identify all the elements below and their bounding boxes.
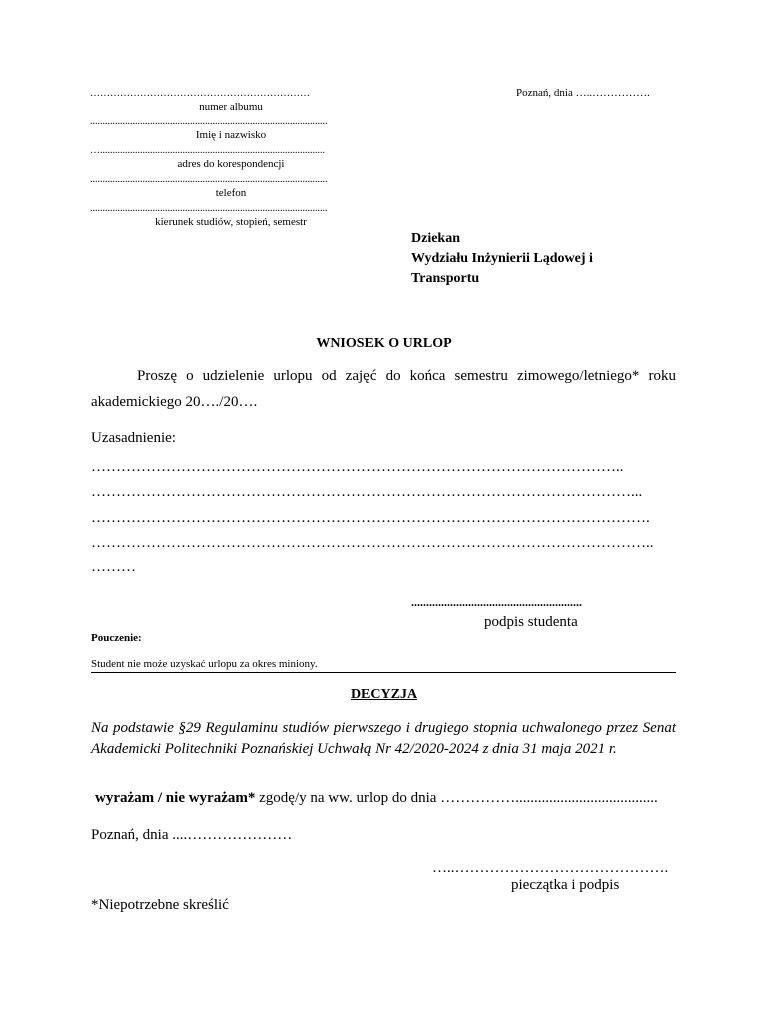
notice-heading: Pouczenie: — [91, 632, 142, 644]
stamp-signature-label: pieczątka i podpis — [511, 877, 620, 893]
study-program-dots[interactable]: ............................................................................................... — [90, 203, 328, 214]
phone-dots[interactable]: ............................................................................................... — [90, 174, 328, 185]
addressee-faculty-line2: Transportu — [411, 271, 480, 286]
decision-place-date[interactable]: Poznań, dnia ....………………… — [91, 827, 293, 843]
place-date-top[interactable]: Poznań, dnia …..……………. — [516, 87, 650, 99]
decision-legal-basis: Na podstawie §29 Regulaminu studiów pierwszego i drugiego stopnia uchwalonego przez Senat Akademicki Politechniki Poznańskiej Uchwałą Nr 42/2020-2024 z dnia 31 maja 2021 r. — [91, 720, 676, 757]
notice-text: Student nie może uzyskać urlopu za okres miniony. — [91, 658, 318, 670]
phone-label: telefon — [215, 187, 247, 199]
decision-title: DECYZJA — [350, 687, 418, 702]
justification-line[interactable]: ………………………………………………………………………………………………... — [91, 484, 643, 500]
justification-line[interactable]: ……… — [91, 559, 136, 575]
address-dots[interactable]: ….......................................................................................... — [90, 145, 325, 156]
album-number-dots[interactable]: ………………………………………………………… — [90, 88, 310, 99]
justification-line[interactable]: …………………………………………………………………………………………………. — [91, 510, 650, 526]
footnote: *Niepotrzebne skreślić — [91, 897, 229, 913]
request-line1: Proszę o udzielenie urlopu od zajęć do końca semestru zimowego/letniego* roku — [137, 368, 676, 384]
student-signature-dots[interactable]: ......................................................... — [411, 595, 582, 609]
request-line2[interactable]: akademickiego 20…./20…. — [91, 394, 258, 410]
full-name-dots[interactable]: ............................................................................................... — [90, 116, 328, 127]
full-name-label: Imię i nazwisko — [195, 129, 267, 141]
addressee-faculty-line1: Wydziału Inżynierii Lądowej i — [411, 251, 593, 266]
stamp-signature-dots[interactable]: …..……………………………………. — [432, 860, 669, 876]
document-title: WNIOSEK O URLOP — [316, 336, 452, 351]
study-program-label: kierunek studiów, stopień, semestr — [155, 216, 307, 228]
section-divider — [91, 672, 676, 673]
addressee-title: Dziekan — [411, 231, 460, 246]
justification-line[interactable]: …………………………………………………………………………………………….. — [91, 459, 624, 475]
student-signature-label: podpis studenta — [484, 614, 578, 630]
consent-text[interactable]: zgodę/y na ww. urlop do dnia ……………...................................... — [255, 790, 658, 806]
justification-line[interactable]: ………………………………………………………………………………………………….. — [91, 535, 654, 551]
justification-label: Uzasadnienie: — [91, 430, 176, 446]
decision-consent — [95, 790, 658, 807]
album-number-label: numer albumu — [199, 101, 263, 113]
consent-options[interactable]: wyrażam / nie wyrażam* — [95, 790, 256, 806]
address-label: adres do korespondencji — [177, 158, 285, 170]
